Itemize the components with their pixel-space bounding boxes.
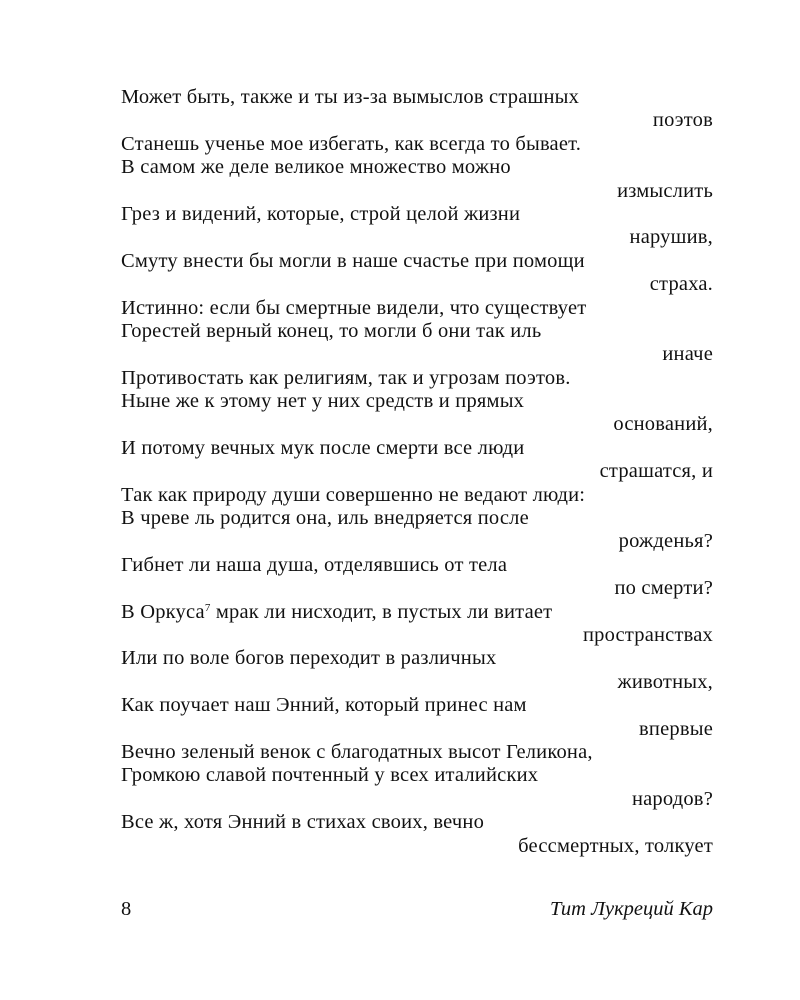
verse-text: мрак ли нисходит, в пустых ли витает: [210, 600, 553, 623]
verse-text: Громкою славой почтенный у всех италийских: [121, 764, 539, 787]
verse-line: [121, 741, 713, 764]
verse-line-continuation: [121, 530, 713, 553]
verse-text: иначе: [662, 343, 713, 366]
verse-text: Истинно: если бы смертные видели, что существует: [121, 296, 587, 319]
verse-line-continuation: [121, 835, 713, 858]
page-footer: [121, 896, 713, 922]
verse-text: бессмертных, толкует: [518, 834, 713, 857]
verse-text: Все ж, хотя Энний в стихах своих, вечно: [121, 811, 485, 834]
verse-line-continuation: [121, 180, 713, 203]
verse-line: [121, 694, 713, 717]
verse-text: Так как природу души совершенно не ведают люди:: [121, 483, 586, 506]
verse-text: Горестей верный конец, то могли б они так иль: [121, 319, 542, 342]
verse-text: по смерти?: [614, 577, 713, 600]
verse-text: Ныне же к этому нет у них средств и прямых: [121, 390, 525, 413]
verse-text: страшатся, и: [599, 460, 713, 483]
verse-line-continuation: [121, 273, 713, 296]
verse-line-continuation: [121, 671, 713, 694]
verse-line: [121, 320, 713, 343]
verse-line-continuation: [121, 624, 713, 647]
verse-text: В чреве ль родится она, иль внедряется после: [121, 507, 529, 530]
text-page: [121, 86, 713, 858]
verse-line: [121, 507, 713, 530]
verse-text: И потому вечных мук после смерти все люди: [121, 436, 525, 459]
footnote-marker[interactable]: 7: [204, 601, 211, 614]
poem-text: [121, 86, 713, 858]
verse-text: Грез и видений, которые, строй целой жизни: [121, 202, 521, 225]
verse-line-continuation: [121, 460, 713, 483]
verse-line: [121, 203, 713, 226]
verse-text: поэтов: [652, 109, 713, 132]
verse-line-continuation: [121, 718, 713, 741]
verse-line-continuation: [121, 343, 713, 366]
verse-text: Станешь ученье мое избегать, как всегда то бывает.: [121, 132, 582, 155]
verse-line: [121, 156, 713, 179]
verse-text: измыслить: [617, 179, 713, 202]
verse-text: В Оркуса: [121, 600, 205, 623]
verse-line: [121, 764, 713, 787]
verse-line: [121, 554, 713, 577]
verse-line: [121, 297, 713, 320]
verse-line-continuation: [121, 413, 713, 436]
verse-text: оснований,: [613, 413, 713, 436]
verse-text: животных,: [617, 670, 713, 693]
verse-line: [121, 811, 713, 834]
verse-line: [121, 390, 713, 413]
verse-line: [121, 484, 713, 507]
verse-text: Смуту внести бы могли в наше счастье при помощи: [121, 249, 585, 272]
verse-text: рожденья?: [618, 530, 713, 553]
verse-text: Может быть, также и ты из-за вымыслов страшных: [121, 86, 580, 108]
verse-text: Гибнет ли наша душа, отделявшись от тела: [121, 553, 508, 576]
verse-text: Противостать как религиям, так и угрозам поэтов.: [121, 366, 571, 389]
page-number: 8: [121, 898, 132, 920]
verse-line-continuation: [121, 226, 713, 249]
verse-line: [121, 86, 713, 109]
verse-text: народов?: [631, 787, 713, 810]
verse-text: пространствах: [582, 623, 713, 646]
verse-text: страха.: [649, 273, 713, 296]
verse-line: [121, 437, 713, 460]
verse-text: Или по воле богов переходит в различных: [121, 647, 497, 670]
verse-line-continuation: [121, 788, 713, 811]
verse-line: [121, 133, 713, 156]
verse-line: [121, 647, 713, 670]
verse-text: нарушив,: [629, 226, 713, 249]
verse-line: [121, 367, 713, 390]
verse-line-continuation: [121, 109, 713, 132]
verse-line-continuation: [121, 577, 713, 600]
verse-line: [121, 250, 713, 273]
verse-text: В самом же деле великое множество можно: [121, 156, 511, 179]
verse-text: впервые: [639, 717, 713, 740]
verse-text: Как поучает наш Энний, который принес нам: [121, 694, 527, 717]
verse-text: Вечно зеленый венок с благодатных высот Геликона,: [121, 740, 593, 763]
running-title: Тит Лукреций Кар: [550, 898, 713, 920]
verse-line: [121, 601, 713, 624]
